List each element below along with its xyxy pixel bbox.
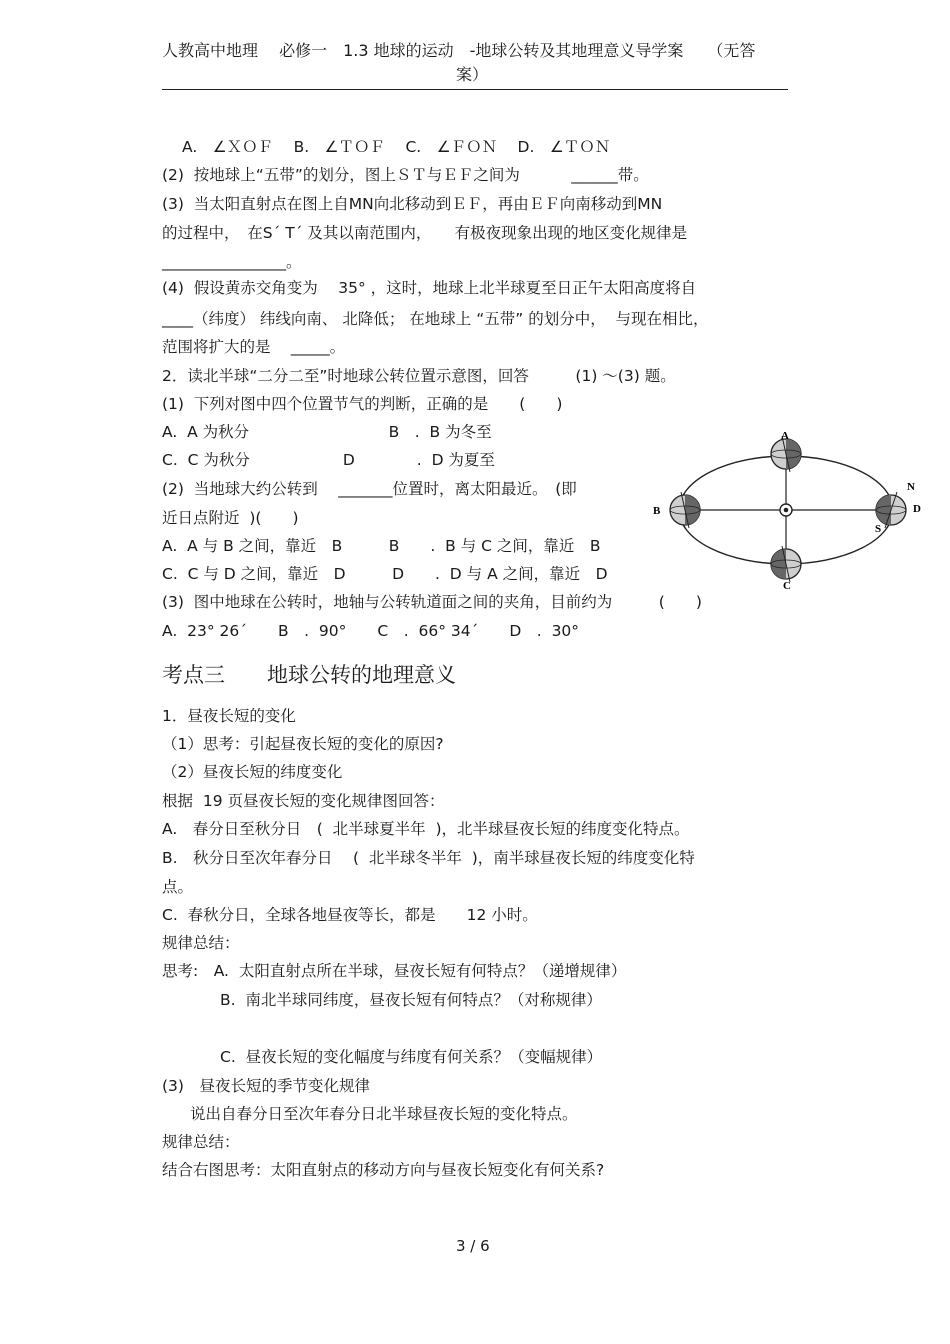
q2-part3-options: A. 23° 26ˊ B . 90° C . 66° 34ˊ D . 30° [162,622,580,640]
label-n: N [907,481,915,493]
body-line-10: 思考: A. 太阳直射点所在半球，昼夜长短有何特点？（递增规律） [162,962,627,980]
body-line-16: 结合右图思考：太阳直射点的移动方向与昼夜长短变化有何关系? [162,1161,605,1179]
body-line-5: A. 春分日至秋分日 ( 北半球夏半年 )，北半球昼夜长短的纬度变化特点。 [162,820,690,838]
body-line-12: C. 昼夜长短的变化幅度与纬度有何关系？（变幅规律） [220,1048,603,1066]
orbit-diagram [645,388,930,592]
page-header-line1: 人教高中地理 必修一 1.3 地球的运动 -地球公转及其地理意义导学案 （无答 [162,41,756,60]
q1-part2: (2) 按地球上“五带”的划分，图上ＳＴ与ＥＦ之间为 ______带。 [162,166,649,184]
section-title: 考点三 地球公转的地理意义 [162,663,456,687]
body-line-2: （1）思考：引起昼夜长短的变化的原因? [162,735,444,753]
label-d: D [913,503,921,515]
q2-part2-optAB: A. A 与 B 之间，靠近 B B . B 与 C 之间，靠近 B [162,537,601,555]
q2-part3: (3) 图中地球在公转时，地轴与公转轨道面之间的夹角，目前约为 ( ) [162,593,702,611]
body-line-4: 根据 19 页昼夜长短的变化规律图回答： [162,792,445,810]
label-a: A [781,430,789,442]
q2-part1-optCD: C. C 为秋分 D . D 为夏至 [162,451,495,469]
label-c: C [783,580,791,592]
body-line-14: 说出自春分日至次年春分日北半球昼夜长短的变化特点。 [190,1105,578,1123]
header-rule [162,89,788,90]
q1-part3-line1: (3) 当太阳直射点在图上自MN向北移动到ＥＦ，再由ＥＦ向南移动到MN [162,195,663,213]
body-line-9: 规律总结： [162,934,240,952]
body-line-11: B. 南北半球同纬度，昼夜长短有何特点？（对称规律） [220,991,602,1009]
body-line-8: C. 春秋分日，全球各地昼夜等长，都是 12 小时。 [162,906,538,924]
body-line-15: 规律总结： [162,1133,240,1151]
q2-part1-optAB: A. A 为秋分 B . B 为冬至 [162,423,492,441]
sun-center [784,508,789,513]
body-line-1: 1．昼夜长短的变化 [162,707,296,725]
earth-icon-b [670,492,700,528]
q1-part3-blank: ________________。 [162,253,302,271]
body-line-13: (3) 昼夜长短的季节变化规律 [162,1077,370,1095]
body-line-3: （2）昼夜长短的纬度变化 [162,763,343,781]
q2-part2-line1: (2) 当地球大约公转到 _______位置时，离太阳最近。 (即 [162,480,577,498]
q2-intro: 2．读北半球“二分二至”时地球公转位置示意图，回答 (1) ～(3) 题。 [162,367,676,385]
page-header-line2: 案） [456,65,489,84]
body-line-6: B. 秋分日至次年春分日 ( 北半球冬半年 )，南半球昼夜长短的纬度变化特 [162,849,695,867]
body-line-7: 点。 [162,878,194,896]
q1-part4-line3: 范围将扩大的是 _____。 [162,338,346,356]
q2-part2-line2: 近日点附近 )( ) [162,509,299,527]
label-b: B [653,505,661,517]
q2-part1: (1) 下列对图中四个位置节气的判断，正确的是 ( ) [162,395,563,413]
q1-part3-line2: 的过程中， 在Sˊ Tˊ 及其以南范围内， 有极夜现象出现的地区变化规律是 [162,224,688,242]
page-number: 3 / 6 [456,1237,490,1255]
label-s: S [875,523,882,535]
q1-options: A. ∠ＸＯＦ B. ∠ＴＯＦ C. ∠ＦＯＮ D. ∠ＴＯＮ [182,138,611,156]
earth-icon-c [771,546,801,582]
q1-part4-line1: (4) 假设黄赤交角变为 35° ，这时，地球上北半球夏至日正午太阳高度将自 [162,279,697,297]
q1-part4-line2: ____（纬度） 纬线向南、 北降低； 在地球上 “五带” 的划分中， 与现在相比， [162,310,709,328]
q2-part2-optCD: C. C 与 D 之间，靠近 D D . D 与 A 之间，靠近 D [162,565,608,583]
